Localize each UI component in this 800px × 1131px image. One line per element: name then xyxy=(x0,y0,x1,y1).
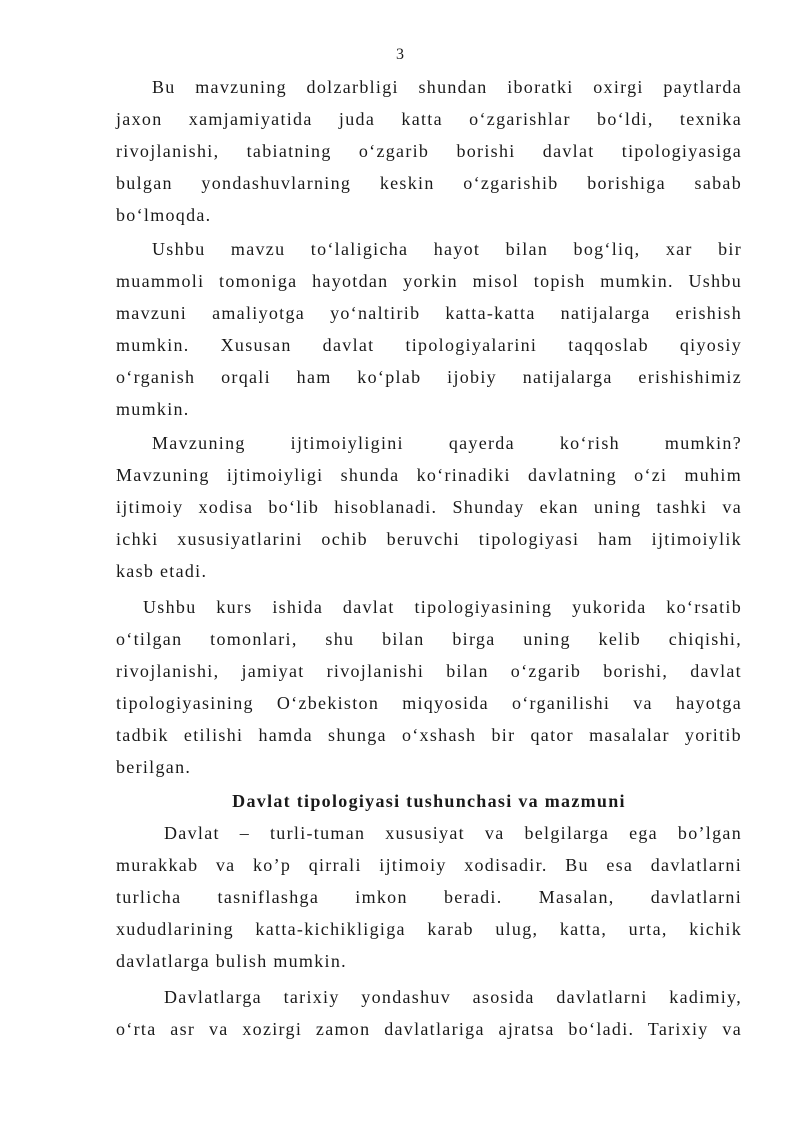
text-line: mumkin. xyxy=(116,399,190,419)
text-line: tipologiyasining O‘zbekiston miqyosida o‘rganilishi va hayotga xyxy=(116,693,742,713)
text-line: Mavzuning ijtimoiyligi shunda ko‘rinadiki davlatning o‘zi muhim xyxy=(116,465,742,485)
text-line: rivojlanishi, jamiyat rivojlanishi bilan o‘zgarib borishi, davlat xyxy=(116,661,742,681)
text-line: Davlat – turli-tuman xususiyat va belgilarga ega bo’lgan xyxy=(164,823,742,843)
text-line: murakkab va ko’p qirrali ijtimoiy xodisadir. Bu esa davlatlarni xyxy=(116,855,742,875)
text-line: tadbik etilishi hamda shunga o‘xshash bir qator masalalar yoritib xyxy=(116,725,742,745)
text-line: Mavzuning ijtimoiyligini qayerda ko‘rish mumkin? xyxy=(152,433,742,453)
page-number: 3 xyxy=(396,46,404,63)
text-line: mavzuni amaliyotga yo‘naltirib katta-katta natijalarga erishish xyxy=(116,303,742,323)
text-line: bulgan yondashuvlarning keskin o‘zgarishib borishiga sabab xyxy=(116,173,742,193)
text-line: xududlarining katta-kichikligiga karab ulug, katta, urta, kichik xyxy=(116,919,742,939)
section-heading: Davlat tipologiyasi tushunchasi va mazmuni xyxy=(232,791,626,811)
text-line: berilgan. xyxy=(116,757,192,777)
text-line: muammoli tomoniga hayotdan yorkin misol topish mumkin. Ushbu xyxy=(116,271,742,291)
text-line: Bu mavzuning dolzarbligi shundan iboratki oxirgi paytlarda xyxy=(152,77,742,97)
text-line: ichki xususiyatlarini ochib beruvchi tipologiyasi ham ijtimoiylik xyxy=(116,529,742,549)
text-line: kasb etadi. xyxy=(116,561,208,581)
text-line: o‘tilgan tomonlari, shu bilan birga uning kelib chiqishi, xyxy=(116,629,742,649)
text-line: Davlatlarga tarixiy yondashuv asosida davlatlarni kadimiy, xyxy=(164,987,742,1007)
text-line: mumkin. Xususan davlat tipologiyalarini taqqoslab qiyosiy xyxy=(116,335,742,355)
text-line: jaxon xamjamiyatida juda katta o‘zgarishlar bo‘ldi, texnika xyxy=(116,109,742,129)
text-line: turlicha tasniflashga imkon beradi. Masalan, davlatlarni xyxy=(116,887,742,907)
text-line: o‘rganish orqali ham ko‘plab ijobiy natijalarga erishishimiz xyxy=(116,367,742,387)
text-line: bo‘lmoqda. xyxy=(116,205,212,225)
text-line: Ushbu mavzu to‘laligicha hayot bilan bog‘liq, xar bir xyxy=(152,239,742,259)
text-line: davlatlarga bulish mumkin. xyxy=(116,951,347,971)
text-line: Ushbu kurs ishida davlat tipologiyasining yukorida ko‘rsatib xyxy=(143,597,742,617)
text-line: o‘rta asr va xozirgi zamon davlatlariga ajratsa bo‘ladi. Tarixiy va xyxy=(116,1019,742,1039)
text-line: rivojlanishi, tabiatning o‘zgarib borishi davlat tipologiyasiga xyxy=(116,141,742,161)
text-line: ijtimoiy xodisa bo‘lib hisoblanadi. Shunday ekan uning tashki va xyxy=(116,497,742,517)
